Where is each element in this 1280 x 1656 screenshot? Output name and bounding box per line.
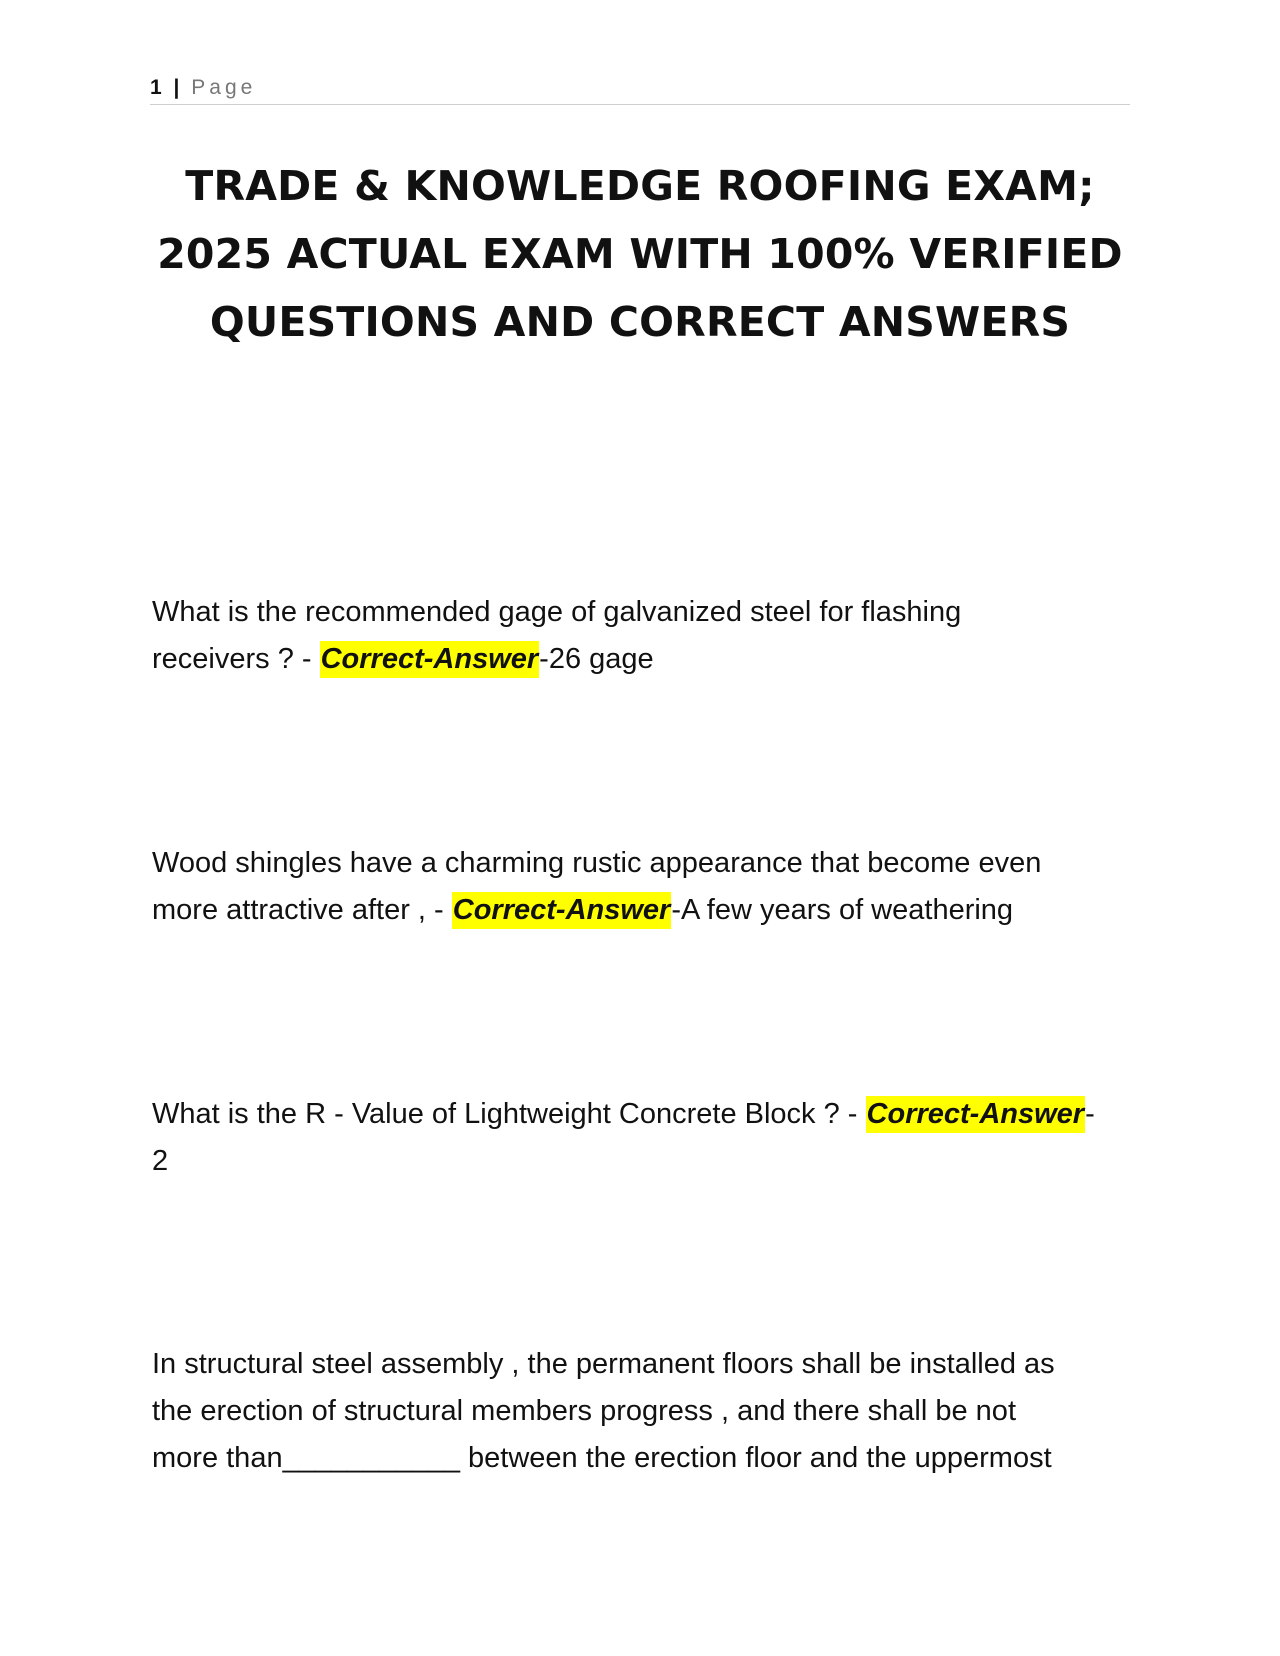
answer-dash: - — [1085, 1098, 1095, 1130]
title-line-3: QUESTIONS AND CORRECT ANSWERS — [209, 298, 1071, 346]
answer-text: -26 gage — [539, 643, 654, 675]
answer-label-highlight: Correct-Answer — [452, 892, 672, 929]
question-line: more than___________ between the erection floor and the uppermost — [152, 1442, 1052, 1474]
question-line — [152, 1091, 1152, 1138]
question-text: What is the R - Value of Lightweight Concrete Block ? - — [152, 1098, 866, 1130]
answer-text: 2 — [152, 1145, 169, 1177]
question-line: What is the recommended gage of galvanized steel for flashing — [152, 596, 962, 628]
qa-item — [152, 1341, 1152, 1482]
question-line — [152, 887, 1152, 934]
qa-item — [152, 589, 1152, 683]
answer-text: -A few years of weathering — [671, 894, 1014, 926]
qa-item — [152, 840, 1152, 934]
question-line: Wood shingles have a charming rustic appearance that become even — [152, 847, 1042, 879]
answer-label-highlight: Correct-Answer — [320, 641, 540, 678]
page-number: 1 — [150, 76, 163, 99]
title-line-2: 2025 ACTUAL EXAM WITH 100% VERIFIED — [157, 230, 1123, 278]
answer-label-highlight: Correct-Answer — [866, 1096, 1086, 1133]
page-label: Page — [191, 76, 257, 99]
header-separator: | — [173, 76, 181, 99]
title-line-1: TRADE & KNOWLEDGE ROOFING EXAM; — [185, 162, 1095, 210]
question-text: receivers ? - — [152, 643, 320, 675]
question-line — [152, 636, 1152, 683]
question-line: the erection of structural members progress , and there shall be not — [152, 1395, 1016, 1427]
page-header — [150, 76, 1130, 105]
question-text: more attractive after , - — [152, 894, 452, 926]
question-line: In structural steel assembly , the permanent floors shall be installed as — [152, 1348, 1055, 1380]
qa-item — [152, 1091, 1152, 1185]
document-title — [140, 152, 1140, 356]
